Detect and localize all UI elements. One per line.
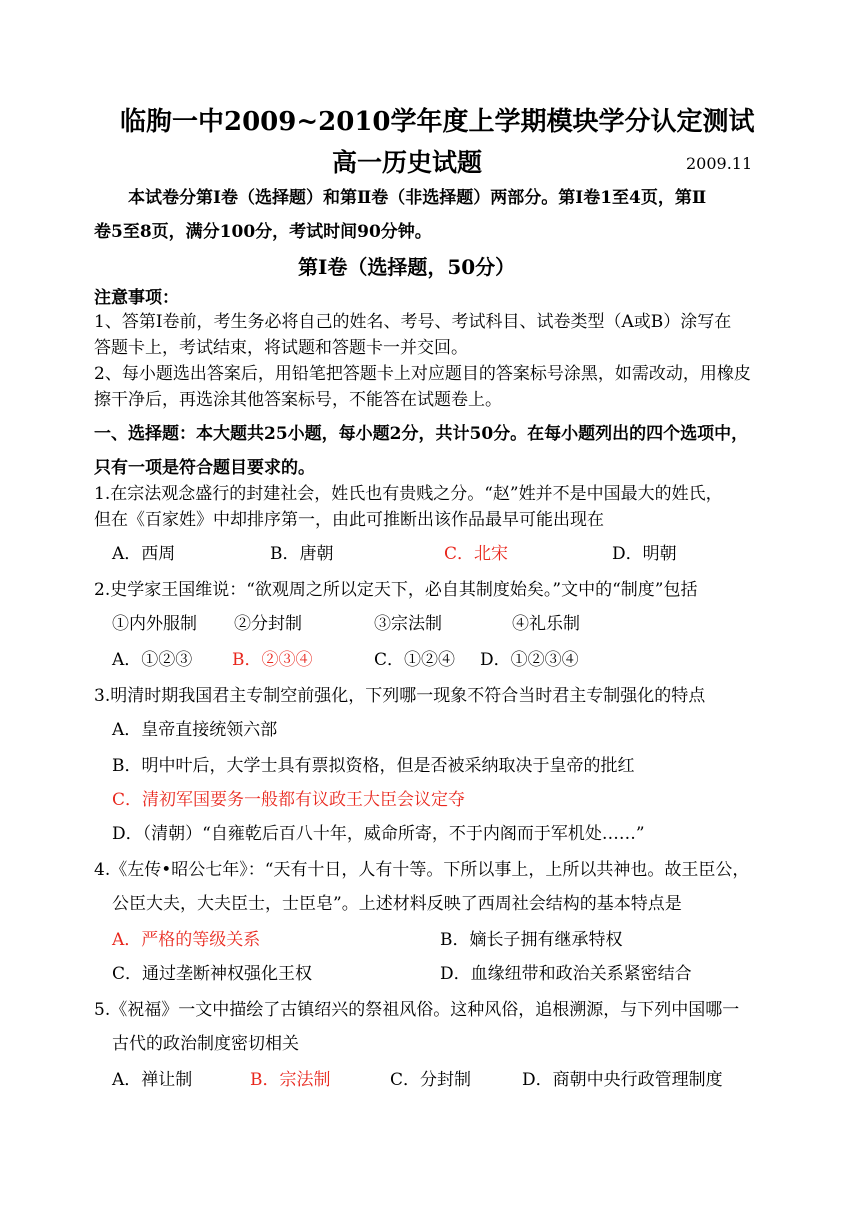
q4-option-a-answer: A．严格的等级关系 <box>112 930 261 950</box>
section-heading: 第Ⅰ卷（选择题，50分） <box>298 255 516 279</box>
part-instructions-line-2: 只有一项是符合题目要求的。 <box>94 458 315 478</box>
q4-option-c: C．通过垄断神权强化王权 <box>112 964 313 984</box>
question-1-line-1: 1.在宗法观念盛行的封建社会，姓氏也有贵贱之分。“赵”姓并不是中国最大的姓氏， <box>94 484 723 504</box>
q2-item-1: ①内外服制 <box>112 614 197 634</box>
exam-subtitle: 高一历史试题 <box>332 148 483 177</box>
q2-item-2: ②分封制 <box>234 614 302 634</box>
question-5-line-1: 5.《祝福》一文中描绘了古镇绍兴的祭祖风俗。这种风俗，追根溯源，与下列中国哪一 <box>94 1000 740 1020</box>
q2-option-d: D．①②③④ <box>480 650 579 670</box>
q2-item-4: ④礼乐制 <box>512 614 580 634</box>
note-2-line-2: 擦干净后，再选涂其他答案标号，不能答在试题卷上。 <box>94 390 502 410</box>
q3-option-c-answer: C．清初军国要务一般都有议政王大臣会议定夺 <box>112 790 466 810</box>
q3-option-b: B．明中叶后，大学士具有票拟资格，但是否被采纳取决于皇帝的批红 <box>112 756 635 776</box>
question-2-line-1: 2.史学家王国维说：“欲观周之所以定天下，必自其制度始矣。”文中的“制度”包括 <box>94 580 698 600</box>
question-4-line-1: 4.《左传•昭公七年》：“天有十日，人有十等。下所以事上，上所以共神也。故王臣公， <box>94 860 750 880</box>
note-1-line-2: 答题卡上，考试结束，将试题和答题卡一并交回。 <box>94 338 468 358</box>
q1-option-b: B．唐朝 <box>270 544 334 564</box>
intro-line-2: 卷5至8页，满分100分，考试时间90分钟。 <box>94 222 432 242</box>
exam-date: 2009.11 <box>686 154 753 173</box>
q2-option-c: C．①②④ <box>374 650 456 670</box>
q1-option-c-answer: C．北宋 <box>444 544 509 564</box>
question-5-line-2: 古代的政治制度密切相关 <box>112 1034 299 1054</box>
q4-option-d: D．血缘纽带和政治关系紧密结合 <box>440 964 692 984</box>
question-4-line-2: 公臣大夫，大夫臣士，士臣皂”。上述材料反映了西周社会结构的基本特点是 <box>112 894 682 914</box>
q1-option-d: D．明朝 <box>612 544 677 564</box>
q5-option-c: C．分封制 <box>390 1070 472 1090</box>
notes-title: 注意事项： <box>94 288 179 308</box>
q2-option-a: A．①②③ <box>112 650 193 670</box>
q1-option-a: A．西周 <box>112 544 176 564</box>
note-1-line-1: 1、答第Ⅰ卷前，考生务必将自己的姓名、考号、考试科目、试卷类型（A或B）涂写在 <box>94 312 732 332</box>
question-3-line-1: 3.明清时期我国君主专制空前强化，下列哪一现象不符合当时君主专制强化的特点 <box>94 686 706 706</box>
q5-option-b-answer: B．宗法制 <box>250 1070 331 1090</box>
part-instructions-line-1: 一、选择题：本大题共25小题，每小题2分，共计50分。在每小题列出的四个选项中， <box>94 424 749 444</box>
q3-option-a: A．皇帝直接统领六部 <box>112 720 278 740</box>
q2-option-b-answer: B．②③④ <box>232 650 313 670</box>
q2-item-3: ③宗法制 <box>374 614 442 634</box>
q5-option-d: D．商朝中央行政管理制度 <box>522 1070 723 1090</box>
question-1-line-2: 但在《百家姓》中却排序第一，由此可推断出该作品最早可能出现在 <box>94 510 604 530</box>
intro-line-1: 本试卷分第Ⅰ卷（选择题）和第Ⅱ卷（非选择题）两部分。第Ⅰ卷1至4页，第Ⅱ <box>128 188 707 208</box>
q5-option-a: A．禅让制 <box>112 1070 193 1090</box>
q4-option-b: B．嫡长子拥有继承特权 <box>440 930 623 950</box>
exam-title: 临朐一中2009~2010学年度上学期模块学分认定测试 <box>120 107 755 137</box>
q3-option-d: D．（清朝）“自雍乾后百八十年，威命所寄，不于内阁而于军机处……” <box>112 824 645 844</box>
note-2-line-1: 2、每小题选出答案后，用铅笔把答题卡上对应题目的答案标号涂黑，如需改动，用橡皮 <box>94 364 751 384</box>
